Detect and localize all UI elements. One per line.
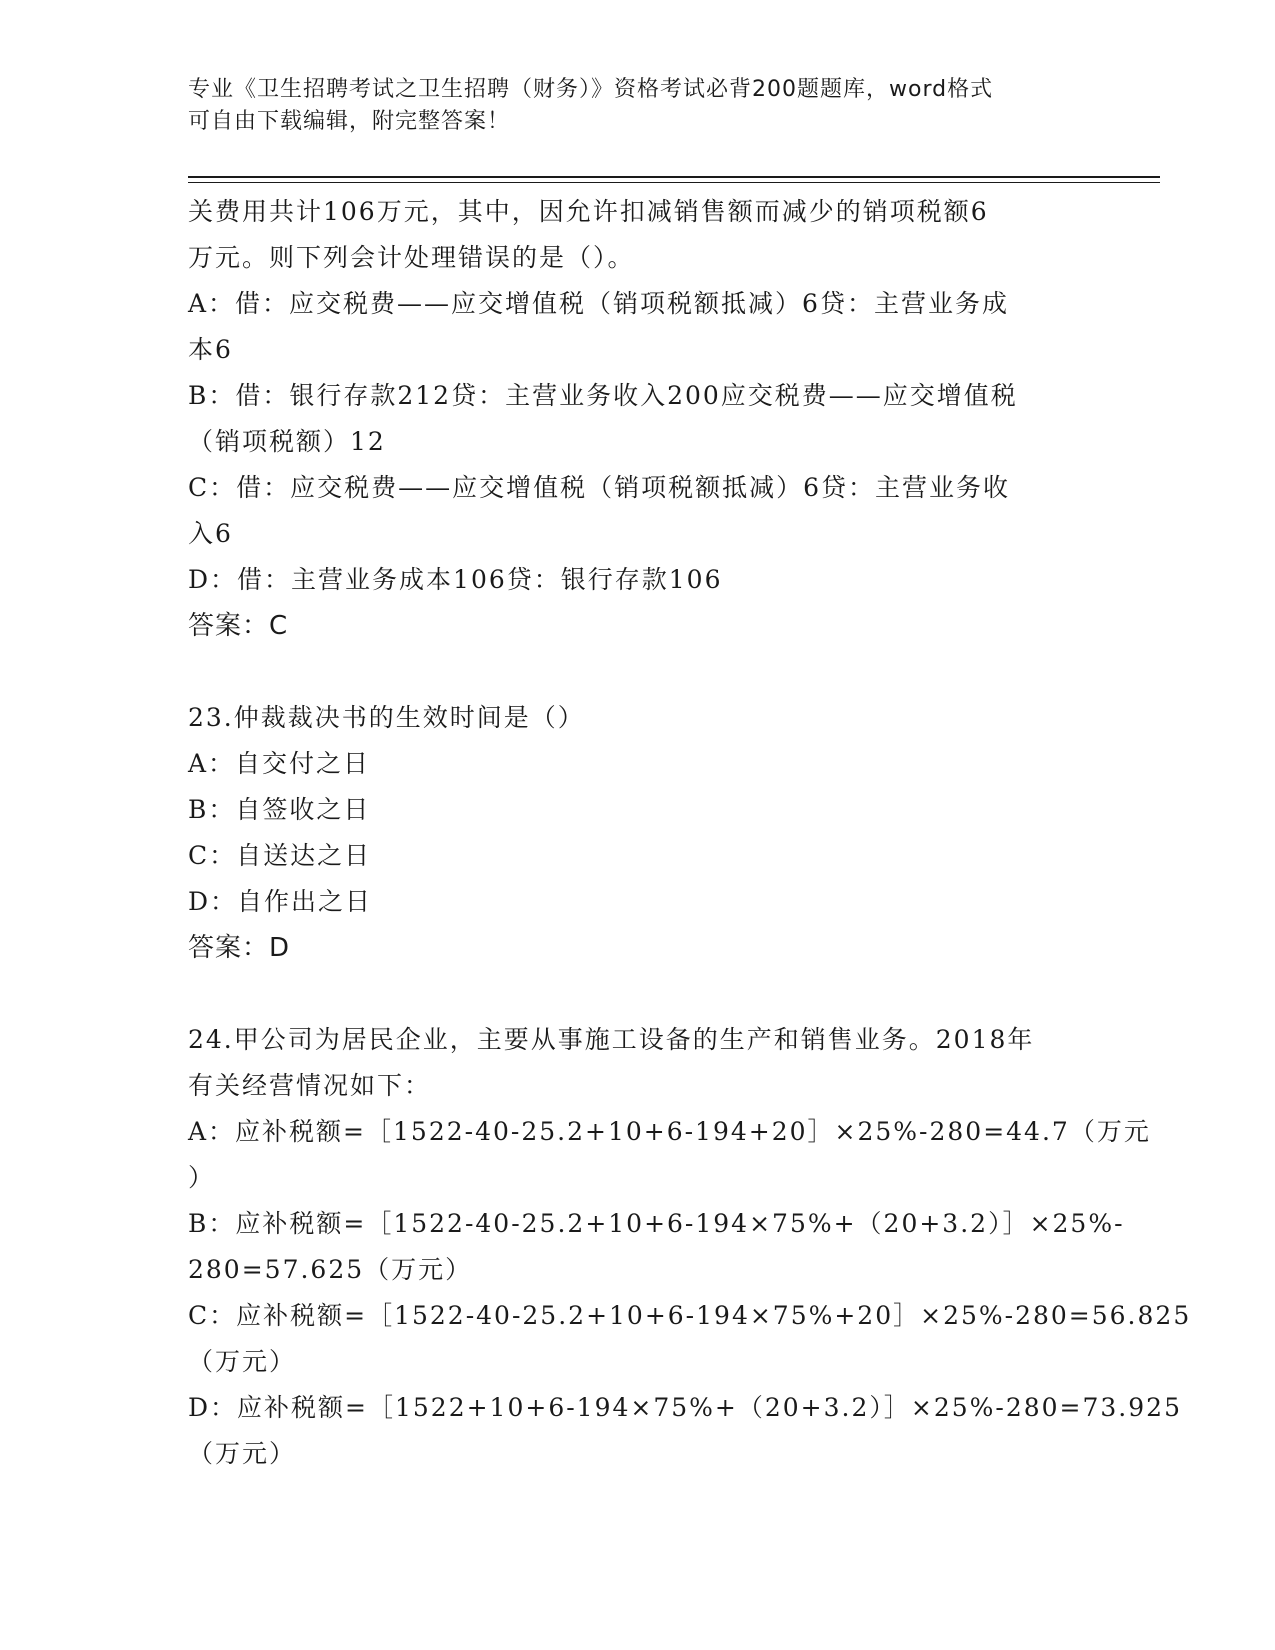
option-a-continued: 本6 <box>188 335 233 364</box>
header-title-line-2: 可自由下载编辑，附完整答案！ <box>188 109 511 134</box>
question-23 <box>188 695 1088 971</box>
answer-line: 答案：D <box>188 933 291 963</box>
header-divider-thick <box>188 176 1160 178</box>
question-24 <box>188 1017 1192 1477</box>
question-stem-line: 关费用共计106万元，其中，因允许扣减销售额而减少的销项税额6 <box>188 197 989 226</box>
option-c: C：应补税额=［1522-40-25.2+10+6-194×75%+20］×25%-280=56.825 <box>188 1301 1192 1330</box>
question-22 <box>188 189 1088 649</box>
option-d: D：借：主营业务成本106贷：银行存款106 <box>188 565 723 594</box>
answer-line: 答案：C <box>188 611 289 641</box>
spacer <box>188 971 1088 1017</box>
document-body <box>188 189 1192 1477</box>
option-c: C：自送达之日 <box>188 841 372 870</box>
option-b: B：自签收之日 <box>188 795 371 824</box>
question-stem-line: 23.仲裁裁决书的生效时间是（） <box>188 703 585 732</box>
option-a: A：应补税额=［1522-40-25.2+10+6-194+20］×25%-280=44.7（万元 <box>188 1117 1151 1146</box>
question-stem-line: 有关经营情况如下： <box>188 1071 432 1100</box>
option-a-continued: ） <box>188 1163 216 1192</box>
option-c: C：借：应交税费——应交增值税（销项税额抵减）6贷：主营业务收 <box>188 473 1011 502</box>
option-b: B：应补税额=［1522-40-25.2+10+6-194×75%+（20+3.2）］×25%- <box>188 1209 1125 1238</box>
header-title-line-1: 专业《卫生招聘考试之卫生招聘（财务）》资格考试必背200题题库，word格式 <box>188 77 994 102</box>
option-b-continued: 280=57.625（万元） <box>188 1255 473 1284</box>
document-header <box>188 74 1068 138</box>
option-a: A：自交付之日 <box>188 749 371 778</box>
option-d-continued: （万元） <box>188 1439 297 1468</box>
option-d: D：自作出之日 <box>188 887 373 916</box>
question-stem-line: 万元。则下列会计处理错误的是（）。 <box>188 243 635 272</box>
option-b: B：借：银行存款212贷：主营业务收入200应交税费——应交增值税 <box>188 381 1018 410</box>
spacer <box>188 649 1088 695</box>
question-stem-line: 24.甲公司为居民企业，主要从事施工设备的生产和销售业务。2018年 <box>188 1025 1035 1054</box>
header-divider-thin <box>188 182 1160 183</box>
option-b-continued: （销项税额）12 <box>188 427 386 456</box>
option-a: A：借：应交税费——应交增值税（销项税额抵减）6贷：主营业务成 <box>188 289 1009 318</box>
option-c-continued: 入6 <box>188 519 233 548</box>
option-c-continued: （万元） <box>188 1347 297 1376</box>
option-d: D：应补税额=［1522+10+6-194×75%+（20+3.2）］×25%-280=73.925 <box>188 1393 1182 1422</box>
